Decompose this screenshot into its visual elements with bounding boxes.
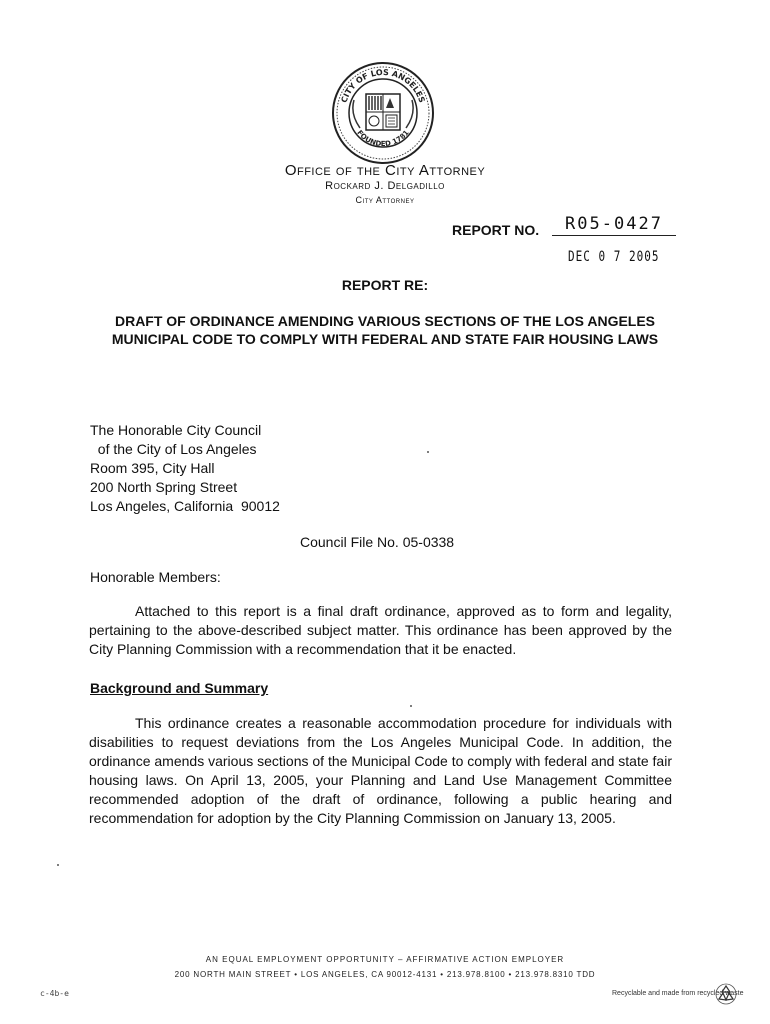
attorney-title: City Attorney (355, 195, 415, 205)
city-seal-logo (330, 60, 436, 166)
svg-text:CITY OF LOS ANGELES: CITY OF LOS ANGELES (339, 67, 427, 104)
recycle-icon (715, 983, 737, 1005)
recycle-note: Recyclable and made from recycled waste (612, 990, 744, 997)
scan-speck (410, 705, 412, 707)
scan-speck (427, 451, 429, 453)
svg-text:FOUNDED 1781: FOUNDED 1781 (355, 128, 411, 149)
date-stamp: DEC 0 7 2005 (568, 248, 660, 265)
report-number: R05-0427 (552, 214, 676, 236)
council-file-number: Council File No. 05-0338 (300, 534, 455, 550)
address-line: Los Angeles, California 90012 (90, 498, 280, 514)
report-re-heading: REPORT RE: (341, 277, 429, 293)
scan-speck (57, 864, 59, 866)
office-title: Office of the City Attorney (284, 162, 486, 179)
background-paragraph: This ordinance creates a reasonable accommodation procedure for individuals with disabilities to request deviations from the Los Angeles Municipal Code. In addition, the ordinance amends various sections of the Municipal Code to comply with federal and state fair housing laws. On April 13, 2005, your Planning and Land Use Management Committee recommended adoption of the draft of ordinance, following a public hearing and recommendation for adoption by the City Planning Commission on January 13, 2005. (89, 715, 672, 826)
report-number-label: REPORT NO. (452, 222, 540, 238)
recipient-address (90, 421, 280, 516)
address-line: of the City of Los Angeles (90, 441, 257, 457)
footer-eeo-line: AN EQUAL EMPLOYMENT OPPORTUNITY – AFFIRMATIVE ACTION EMPLOYER (205, 955, 565, 964)
salutation: Honorable Members: (90, 569, 221, 585)
address-line: Room 395, City Hall (90, 460, 215, 476)
corner-mark: c-4b-e (40, 989, 69, 998)
address-line: 200 North Spring Street (90, 479, 238, 495)
address-line: The Honorable City Council (90, 422, 262, 438)
intro-paragraph: Attached to this report is a final draft ordinance, approved as to form and legality, pertaining to the above-described subject matter. This ordinance has been approved by the City Planning Commission with a recommendation that it be enacted. (89, 603, 672, 657)
footer-address-line: 200 NORTH MAIN STREET • LOS ANGELES, CA 90012-4131 • 213.978.8100 • 213.978.8310 TDD (174, 970, 596, 979)
section-heading: Background and Summary (90, 680, 269, 696)
subject-title: DRAFT OF ORDINANCE AMENDING VARIOUS SECTIONS OF THE LOS ANGELES MUNICIPAL CODE TO COMPLY WITH FEDERAL AND STATE FAIR HOUSING LAWS (111, 313, 659, 347)
attorney-name: Rockard J. Delgadillo (325, 180, 445, 192)
